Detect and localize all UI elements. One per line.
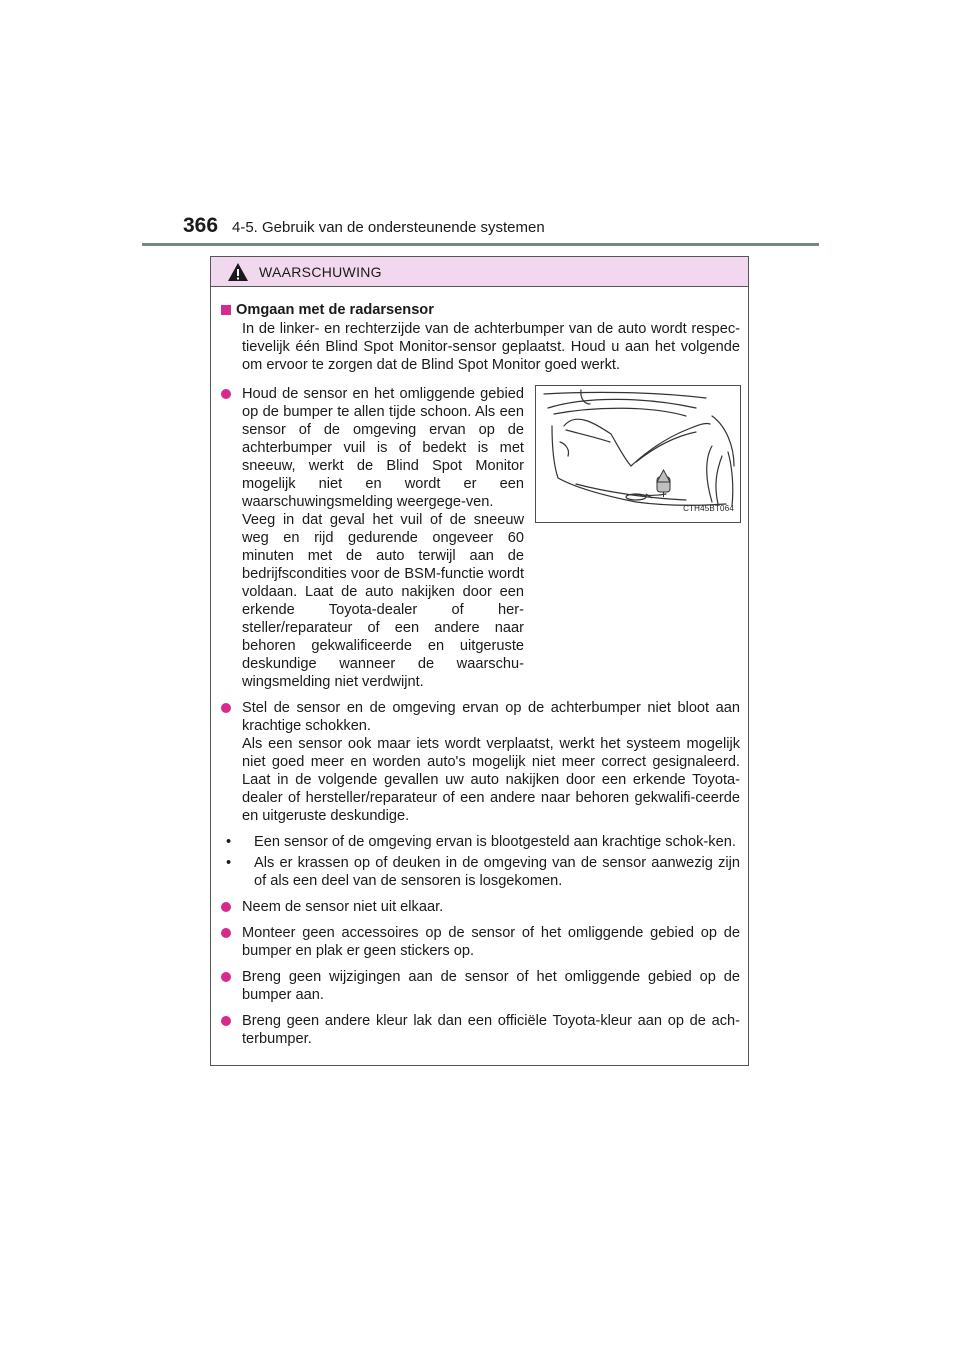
sub-bullet-mark: •: [226, 834, 232, 850]
item-paragraph: Monteer geen accessoires op de sensor of het omliggende gebied op de bumper en plak er geen stickers op.: [242, 925, 740, 959]
item-paragraph: Veeg in dat geval het vuil of de sneeuw weg en rijd gedurende ongeveer 60 minuten met de auto terwijl aan de bedrijfscondities voor de BSM-functie wordt voldaan. Laat de auto nakijken door een erkende Toyota-dealer of her-steller/reparateur of een andere naar behoren gekwalificeerde en uitgeruste deskundige wanneer de waarschu-wingsmelding niet verdwijnt.: [242, 512, 524, 690]
round-bullet-icon: [221, 972, 231, 982]
warning-content: [221, 301, 740, 1048]
heading-text: Omgaan met de radarsensor: [236, 302, 434, 318]
list-item: [221, 898, 740, 916]
item-paragraph: Breng geen andere kleur lak dan een officiële Toyota-kleur aan op de ach-terbumper.: [242, 1013, 740, 1047]
square-bullet-icon: [221, 305, 231, 315]
item-paragraph: Als een sensor ook maar iets wordt verplaatst, werkt het systeem mogelijk niet goed meer en worden auto's mogelijk niet meer correct gesignaleerd. Laat in de volgende gevallen uw auto nakijken door een erkende Toyota-dealer of hersteller/reparateur of een andere naar behoren gekwalifi-ceerde en uitgeruste deskundige.: [242, 736, 740, 824]
item-paragraph: Neem de sensor niet uit elkaar.: [242, 899, 444, 915]
round-bullet-icon: [221, 902, 231, 912]
round-bullet-icon: [221, 703, 231, 713]
item-paragraph: Houd de sensor en het omliggende gebied op de bumper te allen tijde schoon. Als een sensor of de omgeving ervan op de achterbumper vuil is of bedekt is met sneeuw, werkt de Blind Spot Monitor mogelijk niet en wordt er een waarschuwingsmelding weergege-ven.: [242, 386, 524, 510]
list-item: [221, 1012, 740, 1048]
item-paragraph: Stel de sensor en de omgeving ervan op de achterbumper niet bloot aan krachtige schokken.: [242, 700, 740, 734]
warning-title: WAARSCHUWING: [259, 263, 382, 280]
sub-list-item: [221, 833, 740, 851]
list-item: [221, 968, 740, 1004]
section-title: 4-5. Gebruik van de ondersteunende systemen: [232, 219, 545, 236]
bumper-sensor-figure: [535, 385, 741, 523]
sensor-position-icon: [657, 470, 670, 497]
list-item: [221, 699, 740, 825]
item-paragraph: Breng geen wijzigingen aan de sensor of het omliggende gebied op de bumper aan.: [242, 969, 740, 1003]
warning-header: [211, 257, 748, 287]
round-bullet-icon: [221, 1016, 231, 1026]
sub-bullet-mark: •: [226, 855, 232, 871]
round-bullet-icon: [221, 389, 231, 399]
list-item: [221, 385, 740, 691]
warning-box: [210, 256, 749, 1066]
sub-list-item: [221, 854, 740, 890]
sub-item-text: Een sensor of de omgeving ervan is blootgesteld aan krachtige schok-ken.: [254, 834, 736, 850]
warning-triangle-icon: [227, 262, 249, 282]
sub-item-text: Als er krassen op of deuken in de omgeving van de sensor aanwezig zijn of als een deel van de sensoren is losgekomen.: [254, 855, 740, 889]
intro-paragraph: In de linker- en rechterzijde van de achterbumper van de auto wordt respec-tievelijk één Blind Spot Monitor-sensor geplaatst. Houd u aan het volgende om ervoor te zorgen dat de Blind Spot Monitor goed werkt.: [242, 321, 740, 373]
header-rule: [142, 243, 819, 246]
page-number: 366: [183, 214, 219, 237]
round-bullet-icon: [221, 928, 231, 938]
warning-heading: [221, 301, 740, 319]
list-item: [221, 924, 740, 960]
figure-label: CTH45BT064: [683, 504, 734, 513]
